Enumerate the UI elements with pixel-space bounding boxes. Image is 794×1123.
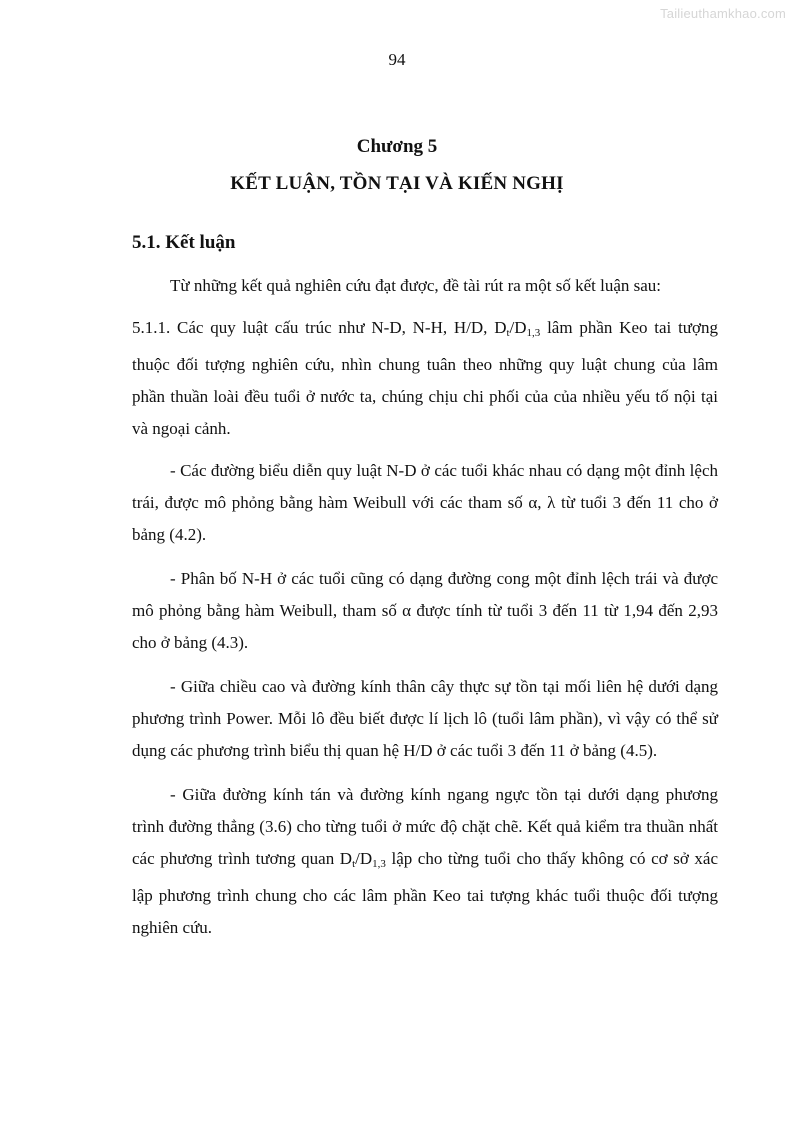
- p5-sub-13: 1,3: [372, 858, 386, 870]
- p5-text-b: lập cho từng tuổi cho thấy không có cơ sở xác lập phương trình chung cho các lâm phần Keo tai tượng khác tuổi thuộc đối tượng nghiên cứu.: [132, 849, 718, 937]
- p5-slash: /D: [355, 849, 373, 868]
- conclusion-paragraph-5: [132, 779, 718, 944]
- conclusion-paragraph-2: - Các đường biểu diễn quy luật N-D ở các tuổi khác nhau có dạng một đỉnh lệch trái, được mô phỏng bằng hàm Weibull với các tham số α, λ từ tuổi 3 đến 11 cho ở bảng (4.2).: [132, 461, 718, 544]
- chapter-label: Chương 5: [356, 136, 438, 157]
- conclusion-paragraph-3: - Phân bố N-H ở các tuổi cũng có dạng đường cong một đỉnh lệch trái và được mô phỏng bằng hàm Weibull, tham số α được tính từ tuổi 3 đến 11 từ 1,94 đến 2,93 cho ở bảng (4.3).: [132, 569, 718, 652]
- conclusion-paragraph-4: - Giữa chiều cao và đường kính thân cây thực sự tồn tại mối liên hệ dưới dạng phương trình Power. Mỗi lô đều biết được lí lịch lô (tuổi lâm phần), vì vậy có thể sử dụng các phương trình biểu thị quan hệ H/D ở các tuổi 3 đến 11 ở bảng (4.5).: [132, 677, 718, 760]
- body-text: [132, 270, 718, 954]
- watermark-text: Tailieuthamkhao.com: [660, 6, 786, 21]
- p1-sub-13: 1,3: [526, 327, 541, 339]
- intro-paragraph: Từ những kết quả nghiên cứu đạt được, đề tài rút ra một số kết luận sau:: [170, 276, 662, 295]
- p5-sub-t: t: [352, 858, 356, 870]
- chapter-title: KẾT LUẬN, TỒN TẠI VÀ KIẾN NGHỊ: [230, 173, 564, 194]
- p5-text-a: - Giữa đường kính tán và đường kính ngang ngực tồn tại dưới dạng phương trình đường thẳng (3.6) cho từng tuổi ở mức độ chặt chẽ. Kết quả kiểm tra thuần nhất các phương trình tương quan D: [132, 785, 718, 868]
- p1-sub-t: t: [506, 327, 510, 339]
- p1-text-a: 5.1.1. Các quy luật cấu trúc như N-D, N-H, H/D, D: [132, 318, 507, 337]
- page-number: 94: [388, 50, 406, 69]
- p1-slash: /D: [509, 318, 527, 337]
- p1-text-b: lâm phần Keo tai tượng thuộc đối tượng nghiên cứu, nhìn chung tuân theo những quy luật chung của lâm phần thuần loài đều tuổi ở nước ta, chúng chịu chi phối của của nhiều yếu tố nội tại và ngoại cảnh.: [132, 318, 718, 438]
- conclusion-paragraph-1: [132, 312, 718, 445]
- section-heading: 5.1. Kết luận: [132, 232, 236, 253]
